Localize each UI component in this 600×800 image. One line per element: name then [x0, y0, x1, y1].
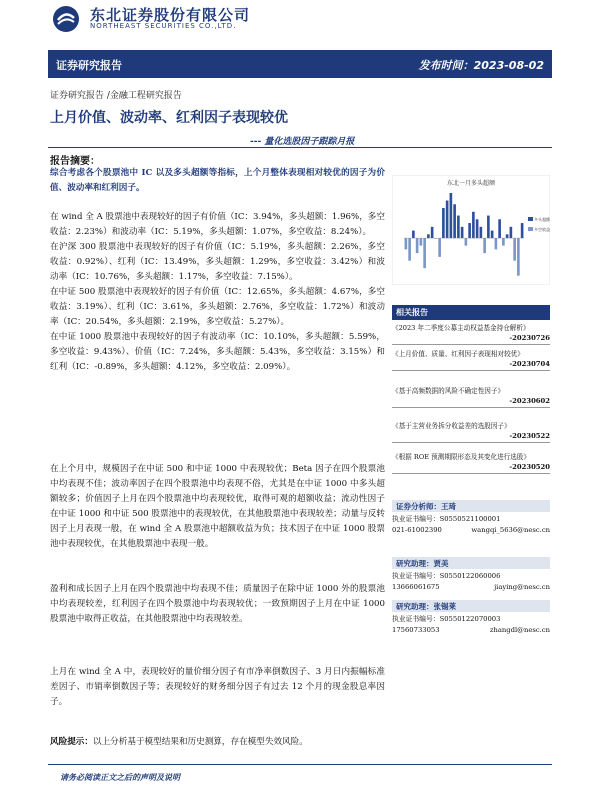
chart-bar	[450, 193, 453, 238]
chart-bar	[423, 238, 426, 268]
abstract-paragraph: 盈利和成长因子上月在四个股票池中均表现不佳；质量因子在除中证 1000 外的股票池中均表现较差，红利因子在四个股票池中均表现较优；一致预期因子上月在中证 1000 股票池中取得正收益，在其他股票池中均表现较差。	[50, 584, 385, 624]
page-subtitle: --- 量化选股因子跟踪月报	[250, 137, 355, 147]
related-report-date: -20230520	[509, 463, 550, 471]
chart-bar	[461, 227, 464, 238]
chart-bar	[408, 238, 411, 261]
title-divider	[48, 147, 552, 148]
chart-bar	[416, 238, 419, 253]
related-report-item[interactable]	[392, 349, 550, 371]
chart-bar	[495, 238, 498, 249]
chart-bar	[521, 223, 524, 238]
abstract-group-4	[50, 665, 385, 710]
related-report-title: 《上月价值、质量、红利因子表现相对较优》	[392, 350, 524, 358]
chart-bar	[476, 219, 479, 238]
risk-label: 风险提示：	[50, 737, 93, 747]
chart-bar	[472, 212, 475, 238]
abstract-paragraph: 在沪深 300 股票池中表现较好的因子有价值（IC：5.19%，多头超额：2.26%，多空收益：0.92%）、红利（IC：13.49%，多头超额：1.29%，多空收益：3.42%）和波动率（IC：10.76%，多头超额：1.17%，多空收益：7.15%）。	[50, 242, 385, 282]
excess-return-chart	[392, 175, 550, 285]
analyst-info	[392, 571, 550, 593]
analyst-phone: 021-61002390	[392, 526, 442, 534]
chart-bar	[468, 223, 471, 238]
related-report-date: -20230726	[509, 334, 550, 342]
chart-bar	[405, 238, 408, 249]
abstract-group-1	[50, 210, 385, 375]
abstract-paragraph: 在中证 1000 股票池中表现较好的因子有波动率（IC：10.10%，多头超额：5.59%，多空收益：9.43%）、价值（IC：7.24%，多头超额：5.43%，多空收益：3.15%）和红利（IC：-0.89%，多头超额：4.12%，多空收益：2.09%）。	[50, 332, 385, 372]
legend-swatch-2	[528, 227, 533, 231]
analyst-phone: 13666061675	[392, 583, 440, 591]
chart-bar	[427, 234, 430, 238]
report-type-label: 证券研究报告	[56, 59, 122, 72]
analyst-heading: 研究助理：贾美	[392, 557, 550, 569]
analyst-cert: 执业证书编号：S0550521100001	[392, 515, 501, 523]
analyst-heading: 证券分析师：王琦	[392, 500, 550, 512]
abstract-group-2	[50, 462, 385, 552]
chart-bar	[510, 227, 513, 238]
analyst-email[interactable]: jiaying@nesc.cn	[494, 583, 550, 591]
analyst-phone: 17560733053	[392, 626, 440, 634]
chart-bar	[513, 238, 516, 261]
chart-bar	[480, 227, 483, 238]
analyst-info	[392, 514, 550, 536]
analyst-email[interactable]: zhangdl@nesc.cn	[489, 626, 550, 634]
related-report-title: 《2023 年二季度公募主动权益基金持仓解析》	[392, 324, 530, 332]
related-report-title: 《根据 ROE 预测期限形态及其变化进行选股》	[392, 453, 531, 461]
company-name-cn: 东北证券股份有限公司	[90, 6, 251, 24]
chart-bar	[487, 216, 490, 239]
related-report-item[interactable]	[392, 386, 550, 408]
chart-title: 东北一月多头超额	[446, 180, 496, 187]
legend-label-2: 多空收益	[534, 227, 550, 232]
abstract-group-3	[50, 582, 385, 627]
abstract-paragraph: 在上个月中，规模因子在中证 500 和中证 1000 中表现较优；Beta 因子在四个股票池中均表现不佳；波动率因子在四个股票池中均表现不俗，尤其是在中证 1000 中多头超额较多；价值因子上月在四个股票池中均表现较优，取得可观的超额收益；流动性因子在中证 1000 和中证 500 股票池中的表现较优，在其他股票池中表现较差；动量与反转因子上月表现一般，在 wind 全 A 股票池中超额收益为负；技术因子在中证 1000 股票池中表现较优，在其他股票池中表现一般。	[50, 464, 385, 549]
related-reports-heading: 相关报告	[392, 305, 550, 320]
header-banner	[48, 50, 552, 78]
related-report-title: 《基于高频数据的风险不确定性因子》	[392, 387, 505, 395]
chart-bar	[498, 219, 501, 238]
chart-bar	[446, 201, 449, 239]
analyst-heading: 研究助理：张锡莱	[392, 600, 550, 612]
related-report-item[interactable]	[392, 323, 550, 345]
abstract-paragraph: 上月在 wind 全 A 中，表现较好的量价细分因子有市净率倒数因子、3 月日内振幅标准差因子、市销率倒数因子等；表现较好的财务细分因子有过去 12 个月的现金股息率因子。	[50, 667, 385, 707]
analyst-info	[392, 614, 550, 636]
risk-warning	[50, 735, 308, 747]
company-name-en: NORTHEAST SECURITIES CO.,LTD.	[90, 22, 237, 30]
chart-bar	[517, 238, 520, 276]
publish-date: 发布时间：2023-08-02	[418, 59, 544, 72]
abstract-heading: 报告摘要：	[50, 156, 100, 167]
risk-text: 以上分析基于模型结果和历史测算，存在模型失效风险。	[92, 737, 308, 747]
chart-bar	[420, 238, 423, 246]
chart-bar	[412, 231, 415, 239]
chart-bar	[465, 238, 468, 246]
chart-bar	[431, 227, 434, 238]
abstract-intro: 综合考虑各个股票池中 IC 以及多头超额等指标，上个月整体表现相对较优的因子为价值、波动率和红利因子。	[50, 168, 385, 193]
related-report-item[interactable]	[392, 421, 550, 443]
legend-swatch-1	[528, 217, 533, 221]
chart-bar	[457, 216, 460, 239]
chart-bar	[483, 238, 486, 253]
related-report-date: -20230704	[509, 360, 550, 368]
breadcrumb: 证券研究报告 /金融工程研究报告	[50, 91, 182, 101]
footer-disclaimer[interactable]: 请务必阅读正文之后的声明及说明	[60, 772, 180, 782]
related-report-item[interactable]	[392, 452, 550, 474]
related-report-title: 《基于主营业务拆分收益差的选股因子》	[392, 422, 511, 430]
chart-bar	[506, 234, 509, 238]
abstract-paragraph: 在中证 500 股票池中表现较好的因子有价值（IC：12.65%，多头超额：4.67%，多空收益：3.19%）、红利（IC：3.61%，多头超额：2.76%，多空收益：1.72%）和波动率（IC：20.54%，多头超额：2.19%，多空收益：5.27%）。	[50, 287, 385, 327]
chart-bar	[502, 238, 505, 246]
related-report-date: -20230522	[509, 432, 550, 440]
footer-divider	[48, 764, 552, 765]
chart-bar	[453, 204, 456, 238]
related-report-date: -20230602	[509, 397, 550, 405]
abstract-paragraph: 在 wind 全 A 股票池中表现较好的因子有价值（IC：3.94%，多头超额：1.96%，多空收益：2.23%）和波动率（IC：5.19%，多头超额：1.07%，多空收益：8.24%）。	[50, 212, 385, 237]
page-title: 上月价值、波动率、红利因子表现较优	[50, 110, 288, 126]
legend-label-1: 多头超额	[534, 217, 550, 222]
chart-bar	[442, 208, 445, 238]
chart-bar	[438, 238, 441, 257]
chart-bar	[491, 231, 494, 239]
analyst-cert: 执业证书编号：S0550122060006	[392, 572, 501, 580]
analyst-cert: 执业证书编号：S0550122070003	[392, 615, 501, 623]
analyst-email[interactable]: wangqi_5636@nesc.cn	[471, 526, 550, 534]
company-logo-icon	[52, 5, 80, 33]
